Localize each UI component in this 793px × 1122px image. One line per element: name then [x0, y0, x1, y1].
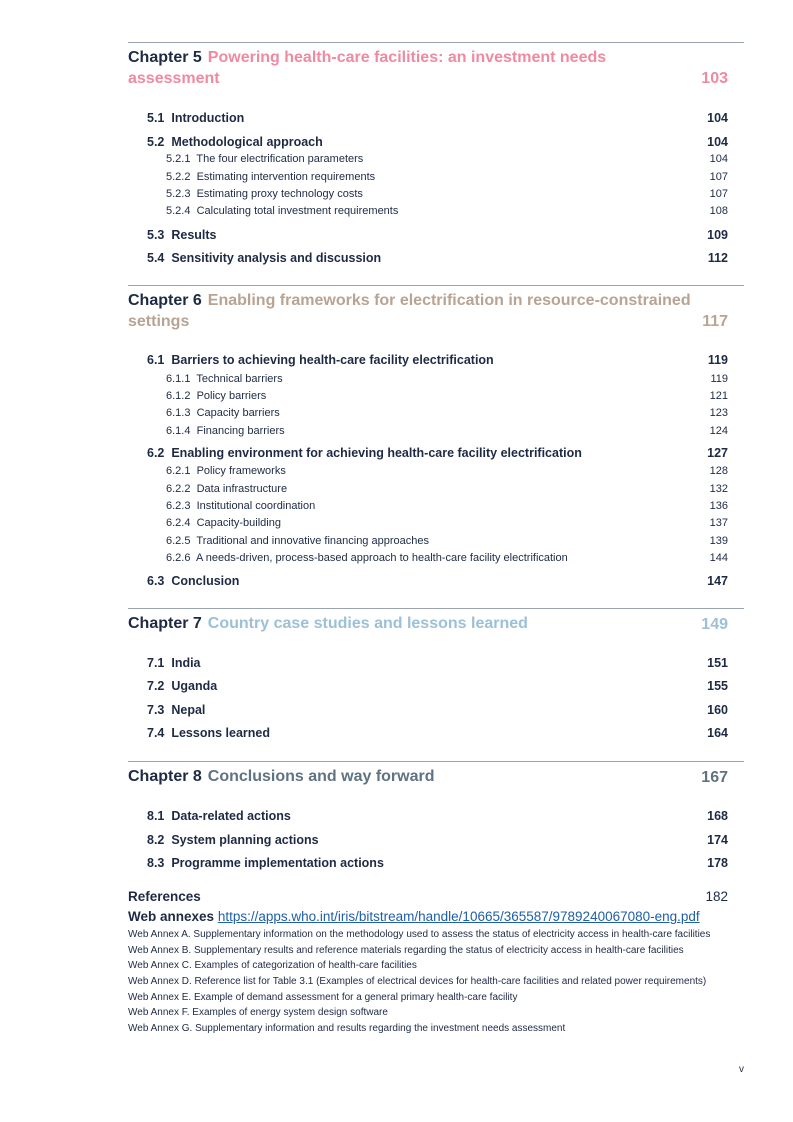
toc-section[interactable]	[147, 725, 728, 742]
section-title: Methodological approach	[171, 135, 323, 149]
section-page: 112	[707, 251, 728, 265]
web-annex-item: Web Annex E. Example of demand assessment for a general primary health-care facility	[128, 992, 518, 1003]
toc-subsection[interactable]	[166, 516, 728, 531]
section-title: Nepal	[171, 703, 206, 717]
toc-subsection[interactable]	[166, 551, 728, 566]
toc-section[interactable]	[147, 110, 728, 127]
subsection-number: 6.2.6	[166, 552, 191, 564]
section-number: 7.2	[147, 679, 165, 693]
section-page: 109	[707, 228, 728, 242]
chapter-label: Chapter 6	[128, 292, 202, 309]
subsection-title: Capacity barriers	[196, 407, 280, 419]
toc-subsection[interactable]	[166, 464, 728, 479]
subsection-number: 5.2.4	[166, 205, 191, 217]
toc-subsection[interactable]	[166, 389, 728, 404]
web-annexes-row	[128, 909, 700, 924]
web-annex-item: Web Annex C. Examples of categorization of health-care facilities	[128, 960, 417, 971]
subsection-page: 128	[709, 465, 728, 477]
references-page: 182	[705, 889, 728, 904]
chapter-page: 149	[701, 616, 728, 633]
section-title: Introduction	[171, 111, 245, 125]
toc-section[interactable]	[147, 808, 728, 825]
subsection-title: Estimating intervention requirements	[196, 171, 376, 183]
toc-section[interactable]	[147, 655, 728, 672]
section-page: 164	[707, 726, 728, 740]
subsection-number: 6.2.4	[166, 517, 191, 529]
references-block	[128, 889, 728, 1039]
section-title: System planning actions	[171, 833, 319, 847]
toc-section[interactable]	[147, 678, 728, 695]
subsection-title: Institutional coordination	[196, 500, 316, 512]
chapter-6-heading[interactable]	[128, 290, 744, 332]
subsection-title: Policy frameworks	[196, 465, 286, 477]
subsection-page: 132	[709, 483, 728, 495]
subsection-page: 144	[709, 552, 728, 564]
section-page: 174	[707, 833, 728, 847]
subsection-page: 124	[709, 425, 728, 437]
chapter-title-continued: settings	[128, 313, 190, 330]
section-number: 7.4	[147, 726, 165, 740]
chapter-8-heading[interactable]	[128, 766, 744, 788]
subsection-page: 107	[709, 171, 728, 183]
section-number: 7.3	[147, 703, 165, 717]
subsection-number: 6.2.2	[166, 483, 191, 495]
subsection-title: Estimating proxy technology costs	[196, 188, 363, 200]
section-page: 104	[707, 135, 728, 149]
subsection-page: 104	[709, 153, 728, 165]
subsection-number: 6.2.3	[166, 500, 191, 512]
section-page: 119	[707, 353, 728, 367]
section-number: 8.2	[147, 833, 165, 847]
section-number: 8.1	[147, 809, 165, 823]
subsection-title: The four electrification parameters	[196, 153, 364, 165]
subsection-page: 121	[709, 390, 728, 402]
subsection-page: 119	[710, 373, 728, 385]
section-number: 5.1	[147, 111, 165, 125]
section-title: Data-related actions	[171, 809, 291, 823]
chapter-title: Country case studies and lessons learned	[207, 615, 528, 632]
subsection-title: A needs-driven, process-based approach to health-care facility electrification	[195, 552, 568, 564]
chapter-7-heading[interactable]	[128, 613, 744, 635]
toc-section[interactable]	[147, 832, 728, 849]
section-page: 147	[707, 574, 728, 588]
toc-subsection[interactable]	[166, 204, 728, 219]
chapter-title: Powering health-care facilities: an investment needs	[207, 49, 607, 66]
toc-section[interactable]	[147, 352, 728, 369]
section-number: 6.1	[147, 353, 165, 367]
references-label: References	[128, 889, 201, 904]
section-title: Sensitivity analysis and discussion	[171, 251, 382, 265]
toc-subsection[interactable]	[166, 152, 728, 167]
chapter-title-continued: assessment	[128, 70, 220, 87]
section-title: India	[171, 656, 201, 670]
chapter-5	[128, 42, 744, 273]
section-number: 5.2	[147, 135, 165, 149]
toc-subsection[interactable]	[166, 372, 728, 387]
toc-section[interactable]	[147, 227, 728, 244]
web-annex-item: Web Annex G. Supplementary information and results regarding the investment needs assessment	[128, 1023, 566, 1034]
toc-subsection[interactable]	[166, 534, 728, 549]
section-title: Results	[171, 228, 217, 242]
web-annex-item: Web Annex D. Reference list for Table 3.1 (Examples of electrical devices for health-care facilities and related power requirements)	[128, 976, 707, 987]
section-page: 151	[707, 656, 728, 670]
chapter-8	[128, 761, 744, 877]
chapter-title: Conclusions and way forward	[207, 768, 435, 785]
subsection-page: 136	[709, 500, 728, 512]
subsection-number: 5.2.1	[166, 153, 191, 165]
toc-section[interactable]	[147, 445, 728, 462]
subsection-number: 5.2.3	[166, 188, 191, 200]
toc-section[interactable]	[147, 702, 728, 719]
subsection-title: Data infrastructure	[196, 483, 288, 495]
toc-subsection[interactable]	[166, 499, 728, 514]
subsection-number: 6.1.2	[166, 390, 191, 402]
section-title: Lessons learned	[171, 726, 270, 740]
subsection-page: 123	[709, 407, 728, 419]
chapter-page: 103	[701, 70, 728, 87]
subsection-page: 137	[709, 517, 728, 529]
chapter-label: Chapter 5	[128, 49, 202, 66]
toc-section[interactable]	[147, 134, 728, 151]
chapter-7	[128, 608, 744, 749]
chapter-page: 167	[701, 769, 728, 786]
subsection-title: Policy barriers	[196, 390, 267, 402]
toc-subsection[interactable]	[166, 170, 728, 185]
chapter-5-heading[interactable]	[128, 47, 744, 89]
references-entry[interactable]	[128, 889, 728, 904]
section-number: 7.1	[147, 656, 165, 670]
web-annexes-label: Web annexes	[128, 909, 215, 924]
web-annex-item: Web Annex B. Supplementary results and reference materials regarding the status of electricity access in health-care facilities	[128, 945, 684, 956]
page-number: v	[739, 1064, 744, 1075]
section-page: 160	[707, 703, 728, 717]
subsection-page: 139	[709, 535, 728, 547]
chapter-title: Enabling frameworks for electrification in resource-constrained	[207, 292, 691, 309]
section-page: 155	[707, 679, 728, 693]
chapter-label: Chapter 7	[128, 615, 202, 632]
chapter-6	[128, 285, 744, 601]
subsection-title: Technical barriers	[196, 373, 283, 385]
toc-subsection[interactable]	[166, 187, 728, 202]
chapter-page: 117	[702, 313, 728, 330]
section-title: Uganda	[171, 679, 218, 693]
subsection-page: 107	[709, 188, 728, 200]
section-page: 104	[707, 111, 728, 125]
web-annex-item: Web Annex F. Examples of energy system design software	[128, 1007, 388, 1018]
toc-subsection[interactable]	[166, 424, 728, 439]
subsection-number: 5.2.2	[166, 171, 191, 183]
section-title: Programme implementation actions	[171, 856, 384, 870]
toc-subsection[interactable]	[166, 406, 728, 421]
subsection-page: 108	[709, 205, 728, 217]
section-title: Conclusion	[171, 574, 240, 588]
section-page: 127	[707, 446, 728, 460]
web-annex-item: Web Annex A. Supplementary information on the methodology used to assess the status of electricity access in health-care facilities	[128, 929, 711, 940]
section-title: Enabling environment for achieving health-care facility electrification	[171, 446, 582, 460]
section-number: 6.2	[147, 446, 165, 460]
toc-section[interactable]	[147, 855, 728, 872]
toc-section[interactable]	[147, 573, 728, 590]
subsection-number: 6.1.4	[166, 425, 191, 437]
subsection-number: 6.1.3	[166, 407, 191, 419]
toc-section[interactable]	[147, 250, 728, 267]
section-number: 5.4	[147, 251, 165, 265]
section-page: 178	[707, 856, 728, 870]
subsection-number: 6.1.1	[166, 373, 191, 385]
section-number: 8.3	[147, 856, 165, 870]
subsection-number: 6.2.5	[166, 535, 191, 547]
web-annexes-link[interactable]: https://apps.who.int/iris/bitstream/handle/10665/365587/9789240067080-eng.pdf	[217, 909, 700, 924]
toc-subsection[interactable]	[166, 482, 728, 497]
subsection-number: 6.2.1	[166, 465, 191, 477]
subsection-title: Calculating total investment requirements	[196, 205, 399, 217]
chapter-label: Chapter 8	[128, 768, 202, 785]
section-title: Barriers to achieving health-care facility electrification	[171, 353, 494, 367]
subsection-title: Financing barriers	[196, 425, 285, 437]
subsection-title: Traditional and innovative financing approaches	[196, 535, 429, 547]
subsection-title: Capacity-building	[196, 517, 281, 529]
section-page: 168	[707, 809, 728, 823]
section-number: 6.3	[147, 574, 165, 588]
section-number: 5.3	[147, 228, 165, 242]
